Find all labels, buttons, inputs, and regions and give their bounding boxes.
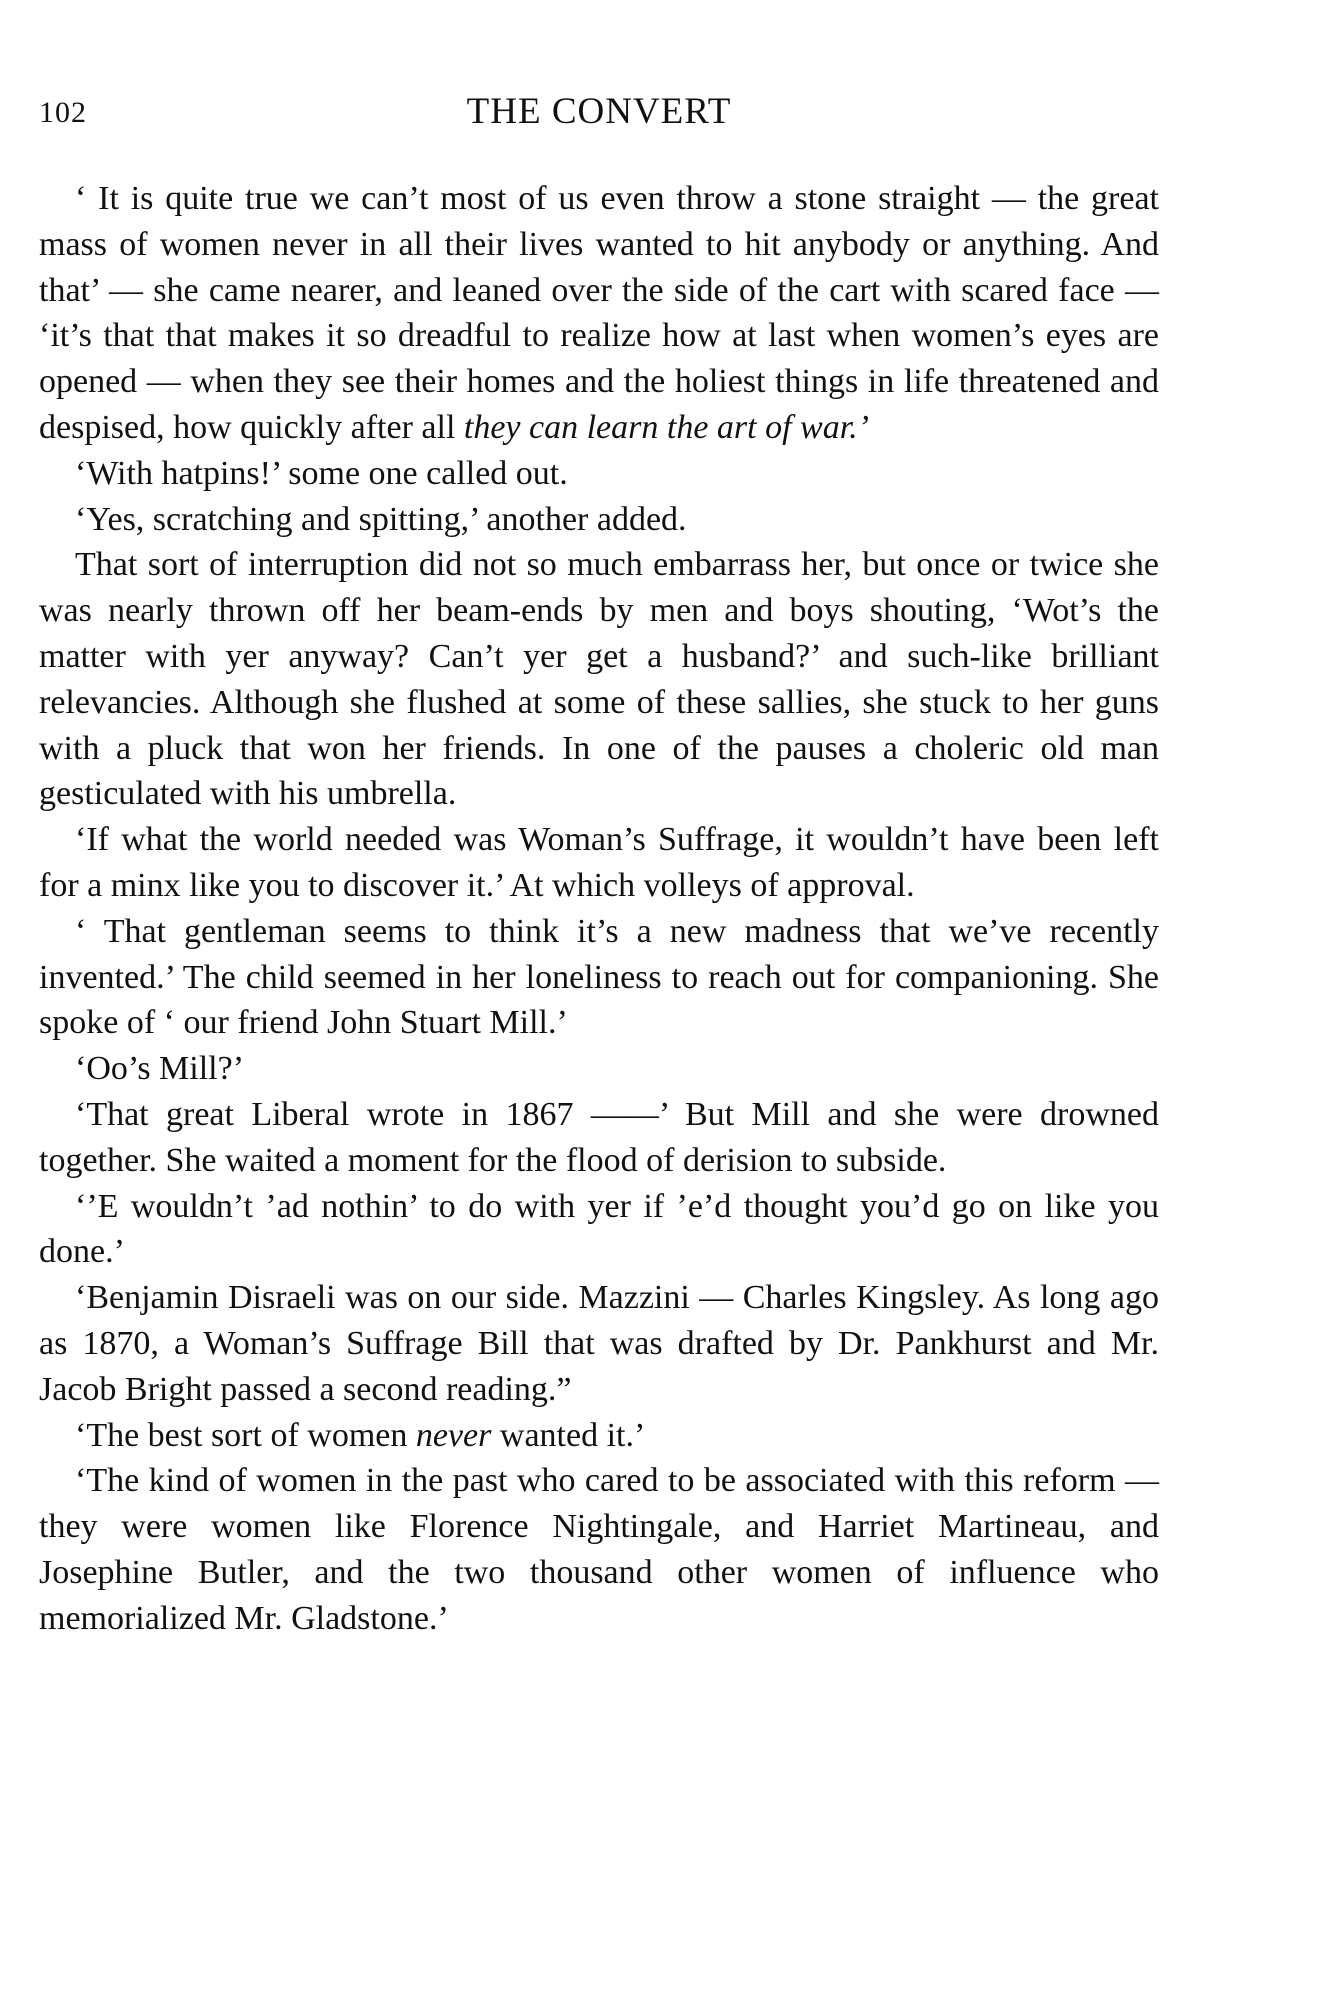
body-text (39, 176, 1159, 1642)
paragraph-2: ‘With hatpins!’ some one called out. (75, 454, 568, 492)
paragraph-6: ‘ That gentleman seems to think it’s a new madness that we’ve recently invented.’ The child seemed in her loneliness to reach out for companioning. She spoke of ‘ our friend John Stuart Mill.’ (39, 912, 1159, 1042)
paragraph-4: That sort of interruption did not so much embarrass her, but once or twice she was nearly thrown off her beam-ends by men and boys shouting, ‘Wot’s the matter with yer anyway? Can’t yer get a husband?’ and such-like brilliant relevancies. Although she flushed at some of these sallies, she stuck to her guns with a pluck that won her friends. In one of the pauses a choleric old man gesticulated with his umbrella. (39, 546, 1159, 813)
paragraph-3: ‘Yes, scratching and spitting,’ another added. (75, 500, 687, 538)
paragraph-11-italic: never (415, 1416, 492, 1454)
paragraph-11 (39, 1413, 1159, 1459)
book-title: THE CONVERT (466, 91, 732, 132)
paragraph-7: ‘Oo’s Mill?’ (75, 1050, 245, 1088)
paragraph-5: ‘If what the world needed was Woman’s Suffrage, it wouldn’t have been left for a minx like you to discover it.’ At which volleys of approval. (39, 821, 1159, 904)
paragraph-1-text: ‘ It is quite true we can’t most of us even throw a stone straight — the great mass of women never in all their lives wanted to hit anybody or anything. And that’ — she came nearer, and leaned over the side of the cart with scared face — ‘it’s that that makes it so dreadful to realize how at last when women’s eyes are opened — when they see their homes and the holiest things in life threatened and despised, how quickly after all (39, 180, 1159, 446)
paragraph-12: ‘The kind of women in the past who cared to be associated with this reform — they were women like Florence Nightingale, and Harriet Martineau, and Josephine Butler, and the two thousand other women of influence who memorialized Mr. Gladstone.’ (39, 1462, 1159, 1637)
page-number: 102 (39, 96, 87, 129)
paragraph-1 (39, 176, 1159, 451)
running-head (39, 90, 1159, 136)
paragraph-8: ‘That great Liberal wrote in 1867 ——’ But Mill and she were drowned together. She waited a moment for the flood of derision to subside. (39, 1095, 1159, 1179)
paragraph-10: ‘Benjamin Disraeli was on our side. Mazzini — Charles Kingsley. As long ago as 1870, a Woman’s Suffrage Bill that was drafted by Dr. Pankhurst and Mr. Jacob Bright passed a second reading.” (39, 1279, 1159, 1408)
paragraph-11-after: wanted it.’ (491, 1416, 646, 1454)
paragraph-1-italic: they can learn the art of war.’ (463, 408, 870, 446)
book-page (39, 90, 1159, 1642)
paragraph-11-text: ‘The best sort of women (75, 1416, 416, 1454)
paragraph-9: ‘’E wouldn’t ’ad nothin’ to do with yer if ’e’d thought you’d go on like you done.’ (39, 1187, 1159, 1271)
